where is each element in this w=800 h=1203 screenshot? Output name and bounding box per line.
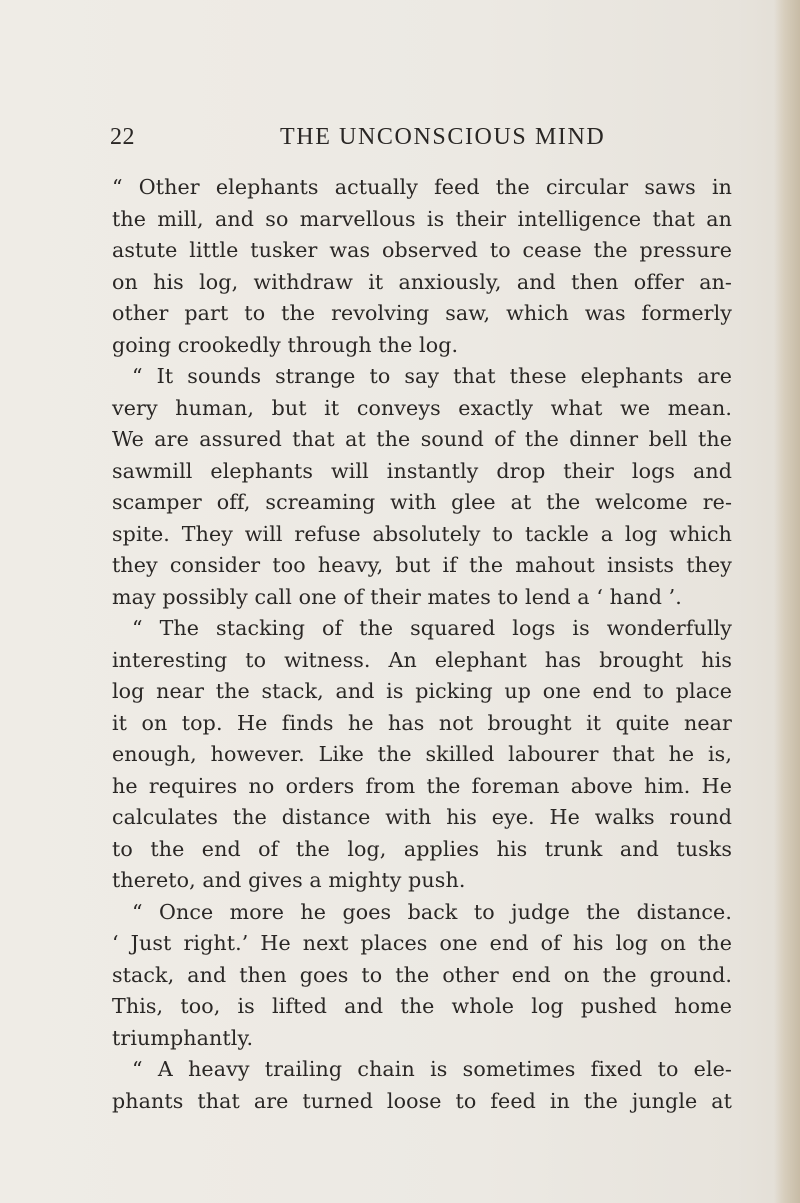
text-line: to the end of the log, applies his trunk and tusks bbox=[112, 836, 732, 861]
text-line: triumphantly. bbox=[112, 1025, 254, 1050]
body-text bbox=[112, 172, 732, 1117]
text-line: “ It sounds strange to say that these elephants are bbox=[132, 364, 732, 388]
text-line: they consider too heavy, but if the mahout insists they bbox=[112, 553, 732, 577]
text-line: ‘ Just right.’ He next places one end of his log on the bbox=[112, 931, 732, 955]
text-line: log near the stack, and is picking up one end to place bbox=[112, 679, 732, 703]
text-line: on his log, withdraw it anxiously, and then offer an- bbox=[112, 269, 732, 294]
text-line: calculates the distance with his eye. He walks round bbox=[112, 805, 732, 829]
page-number: 22 bbox=[110, 124, 135, 150]
text-line: stack, and then goes to the other end on the ground. bbox=[112, 962, 732, 987]
text-line: going crookedly through the log. bbox=[112, 332, 459, 357]
text-line: it on top. He finds he has not brought it quite near bbox=[112, 710, 732, 735]
text-line: other part to the revolving saw, which was formerly bbox=[112, 301, 732, 325]
text-line: This, too, is lifted and the whole log pushed home bbox=[112, 994, 732, 1018]
text-line: “ Other elephants actually feed the circular saws in bbox=[112, 175, 732, 199]
page-edge-shadow bbox=[774, 0, 800, 1203]
page-header bbox=[110, 124, 734, 164]
text-line: “ The stacking of the squared logs is wonderfully bbox=[132, 616, 732, 640]
text-line: astute little tusker was observed to cease the pressure bbox=[112, 238, 732, 262]
text-line: We are assured that at the sound of the dinner bell the bbox=[112, 427, 732, 451]
text-line: enough, however. Like the skilled labourer that he is, bbox=[112, 742, 732, 766]
text-line: “ Once more he goes back to judge the distance. bbox=[132, 899, 732, 924]
text-line: sawmill elephants will instantly drop their logs and bbox=[112, 458, 732, 483]
text-line: scamper off, screaming with glee at the welcome re- bbox=[112, 490, 732, 514]
text-line: may possibly call one of their mates to lend a ‘ hand ’. bbox=[112, 584, 682, 609]
text-line: thereto, and gives a mighty push. bbox=[112, 868, 466, 892]
text-line: “ A heavy trailing chain is sometimes fixed to ele- bbox=[132, 1057, 732, 1081]
text-line: very human, but it conveys exactly what we mean. bbox=[112, 395, 732, 420]
text-line: interesting to witness. An elephant has brought his bbox=[112, 647, 732, 672]
text-line: the mill, and so marvellous is their intelligence that an bbox=[112, 206, 732, 231]
text-line: spite. They will refuse absolutely to tackle a log which bbox=[112, 521, 732, 546]
running-head: THE UNCONSCIOUS MIND bbox=[280, 124, 606, 150]
text-line: phants that are turned loose to feed in the jungle at bbox=[112, 1088, 732, 1113]
text-line: he requires no orders from the foreman above him. He bbox=[112, 773, 732, 798]
